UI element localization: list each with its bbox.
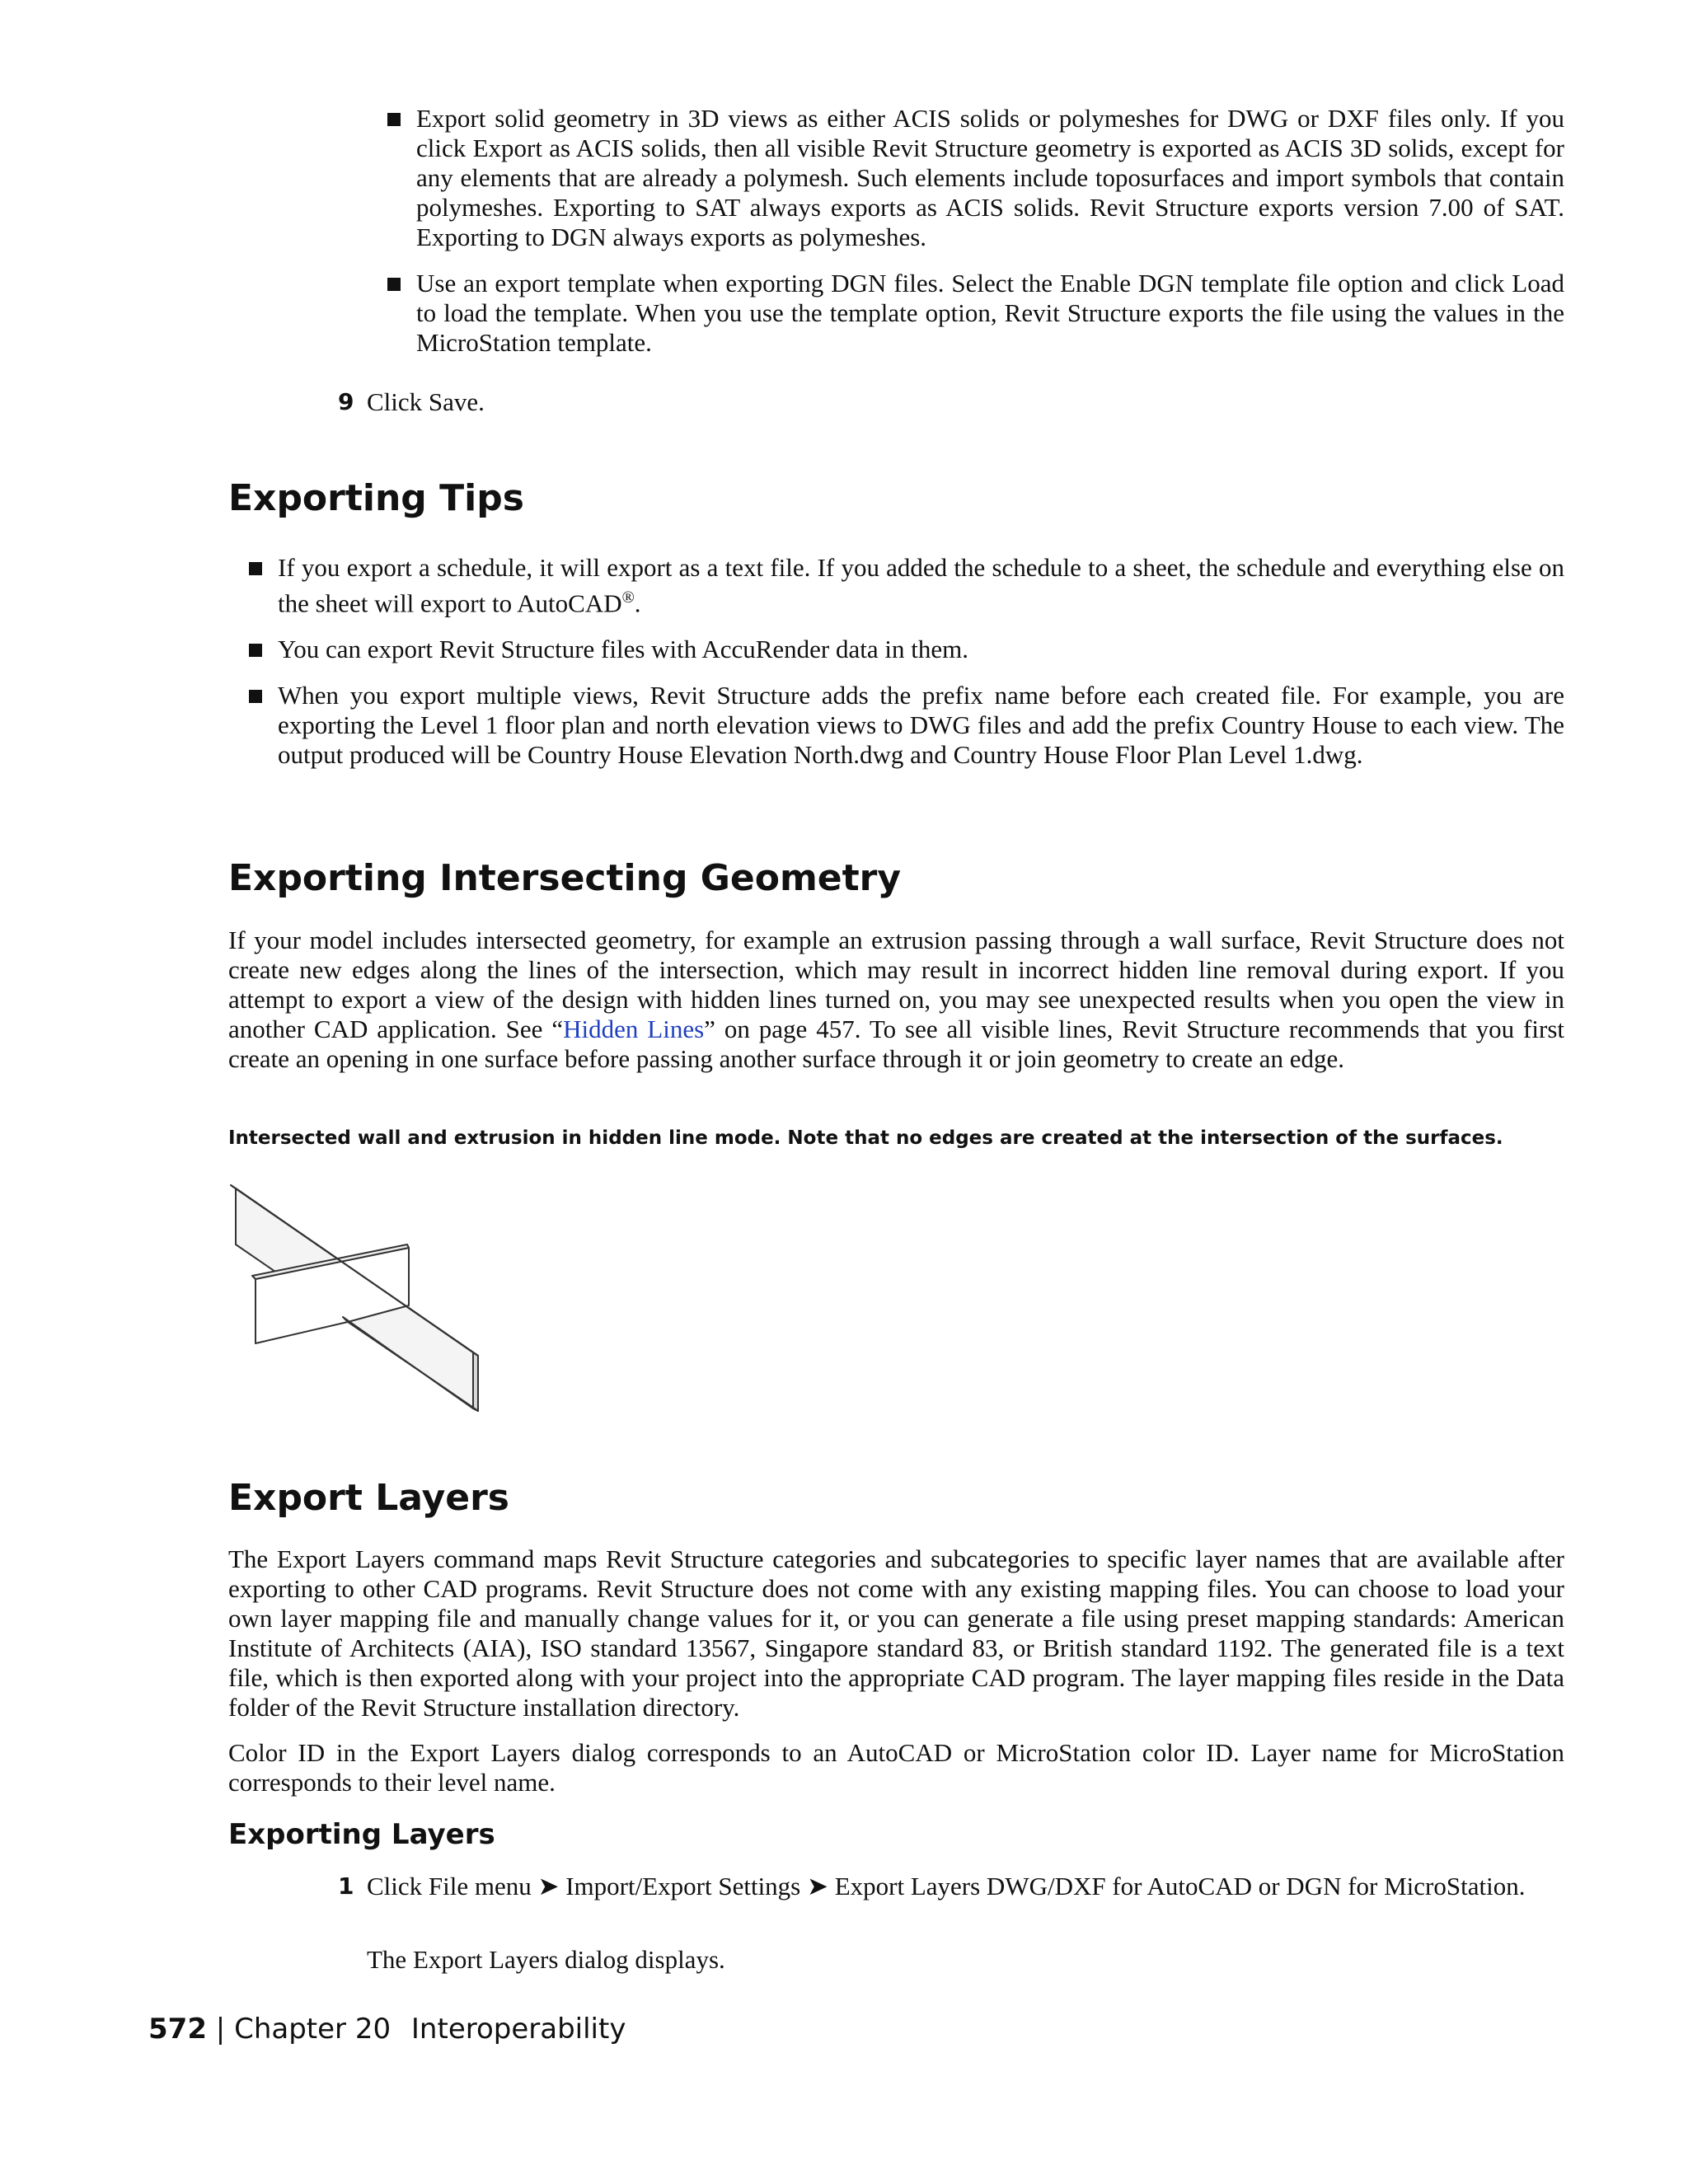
list-item [249,635,1564,664]
list-item [249,681,1564,770]
bullet-text: Use an export template when exporting DGN files. Select the Enable DGN template file option and click Load to load the template. When you use the template option, Revit Structure exports the file using the values in the MicroStation template. [416,269,1564,357]
page-footer [148,2013,626,2046]
intersecting-paragraph [228,926,1564,1074]
bullet-marker [387,278,401,291]
section-heading-exporting-tips: Exporting Tips [228,477,524,519]
bullet-text: When you export multiple views, Revit Structure adds the prefix name before each created file. For example, you are exporting the Level 1 floor plan and north elevation views to DWG files and add the prefix Country House to each view. The output produced will be Country House Elevation North.dwg and Country House Floor Plan Level 1.dwg. [278,681,1564,770]
tips-bullet-list [249,553,1564,786]
list-item [387,104,1564,252]
hidden-lines-link[interactable]: Hidden Lines [563,1015,705,1043]
step-number: 9 [338,388,354,415]
page-number: 572 [148,2013,207,2046]
step-number: 1 [338,1872,354,1900]
list-item [387,269,1564,358]
wall-end-face [473,1352,478,1411]
bullet-text: Export solid geometry in 3D views as either ACIS solids or polymeshes for DWG or DXF files only. If you click Export as ACIS solids, then all visible Revit Structure geometry is exported as ACIS 3D solids, except for any elements that are already a polymesh. Such elements include toposurfaces and import symbols that contain polymeshes. Exporting to SAT always exports as ACIS solids. Revit Structure exports version 7.00 of SAT. Exporting to DGN always exports as polymeshes. [416,104,1564,251]
top-bullet-list [387,104,1564,374]
footer-separator: | [215,2013,226,2046]
footer-chapter: Chapter 20 [234,2013,392,2046]
bullet-text-end: . [634,588,641,618]
paragraph-text-continued: ” on page 457. To see all visible lines, Revit Structure recommends that you first create an opening in one surface before passing another surface through it or join geometry to create an edge. [228,1015,1564,1073]
export-layers-paragraph-2: Color ID in the Export Layers dialog corresponds to an AutoCAD or MicroStation color ID. Layer name for MicroStation corresponds to their level name. [228,1738,1564,1797]
bullet-text: If you export a schedule, it will export as a text file. If you added the schedule to a sheet, the schedule and everything else on the sheet will export to AutoCAD [278,553,1564,618]
bullet-marker [249,690,262,703]
section-heading-export-layers: Export Layers [228,1477,509,1519]
bullet-marker [387,113,401,126]
bullet-marker [249,562,262,575]
bullet-marker [249,644,262,657]
export-layers-paragraph-1: The Export Layers command maps Revit Structure categories and subcategories to specific layer names that are available after exporting to other CAD programs. Revit Structure does not come with any existing mapping files. You can choose to load your own layer mapping file and manually change values for it, or you can generate a file using preset mapping standards: American Institute of Architects (AIA), ISO standard 13567, Singapore standard 83, or British standard 1192. The generated file is a text file, which is then exported along with your project into the appropriate CAD program. The layer mapping files reside in the Data folder of the Revit Structure installation directory. [228,1544,1564,1722]
intersection-figure [223,1179,495,1426]
step-1 [338,1872,1564,1938]
bullet-text: You can export Revit Structure files with AccuRender data in them. [278,635,968,664]
step-text: Click File menu ➤ Import/Export Settings ➤ Export Layers DWG/DXF for AutoCAD or DGN for MicroStation. [367,1872,1526,1900]
footer-title: Interoperability [410,2013,626,2046]
step-1-result: The Export Layers dialog displays. [367,1945,725,1974]
figure-caption: Intersected wall and extrusion in hidden line mode. Note that no edges are created at the intersection of the surfaces. [228,1127,1503,1149]
registered-mark: ® [621,588,635,607]
subheading-exporting-layers: Exporting Layers [228,1818,495,1851]
list-item [249,553,1564,618]
paragraph-text: If your model includes intersected geometry, for example an extrusion passing through a wall surface, Revit Structure does not create new edges along the lines of the intersection, which may result in incorrect hidden line removal during export. If you attempt to export a view of the design with hidden lines turned on, you may see unexpected results when you open the view in another CAD application. See “ [228,926,1564,1043]
section-heading-intersecting-geometry: Exporting Intersecting Geometry [228,857,902,899]
step-9 [338,387,1564,420]
step-text: Click Save. [367,387,485,416]
